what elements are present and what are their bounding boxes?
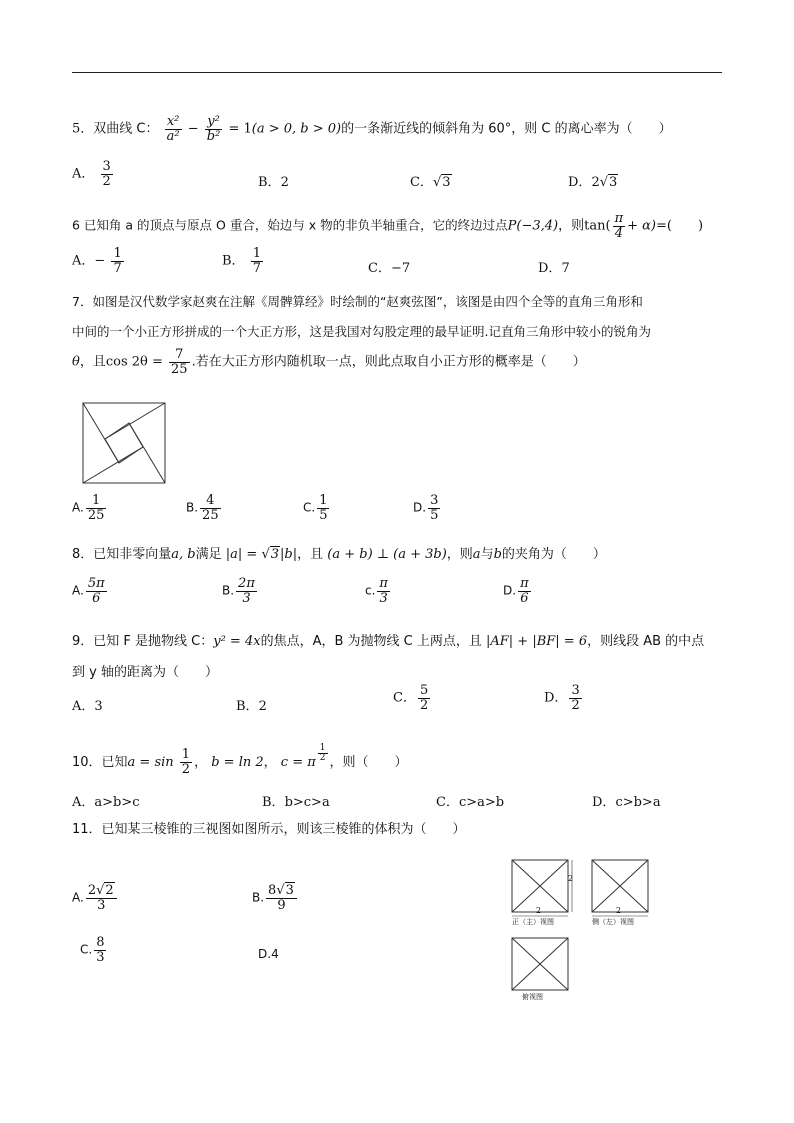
q10-stem: 10．已知a = sin $\frac{1}{2}$ ， b = ln 2， c = π $^{\frac{1}{2}}$ ，则（ ）	[72, 743, 408, 777]
q11-option-d[interactable]: D.4	[258, 947, 279, 961]
q6-option-c[interactable]: C．−7	[368, 261, 411, 276]
q7-option-b[interactable]: B. $\frac{4}{25}$	[186, 493, 219, 523]
q6-stem: 6 已知角 a 的顶点与原点 O 重合，始边与 x 物的非负半轴重合，它的终边过点P(−3,4)，则tan( $\frac{\pi}{4}$ + α)=( )	[72, 211, 704, 241]
dim-label-side-width: 2	[616, 906, 622, 915]
side-view-label: 侧（左）视图	[592, 918, 634, 926]
q8-option-c[interactable]: c. $\frac{\pi}{3}$	[365, 576, 388, 606]
q7-option-c[interactable]: C. $\frac{1}{5}$	[303, 493, 328, 523]
zhao-shuang-diagram	[82, 402, 166, 484]
q5-option-b[interactable]: B．2	[258, 175, 289, 190]
q7-line2: 中间的一个小正方形拼成的一个大正方形，这是我国对勾股定理的最早证明.记直角三角形中较小的锐角为	[72, 324, 651, 339]
q11-option-b[interactable]: B. $\frac{8√3}{9}$	[252, 884, 299, 912]
q10-option-c[interactable]: C．c>a>b	[436, 795, 505, 810]
q5-option-a[interactable]: A． $\frac{3}{2}$	[72, 159, 111, 189]
q7-option-a[interactable]: A. $\frac{1}{25}$	[72, 493, 105, 523]
dim-label-front-width: 2	[536, 906, 542, 915]
q11-stem: 11．已知某三棱锥的三视图如图所示，则该三棱锥的体积为（ ）	[72, 822, 466, 837]
q7-line3: θ，且cos 2θ = $\frac{7}{25}$ .若在大正方形内随机取一点，则此点取自小正方形的概率是（ ）	[72, 347, 586, 377]
header-rule	[72, 72, 722, 73]
q6-option-d[interactable]: D．7	[538, 261, 570, 276]
q10-option-b[interactable]: B．b>c>a	[262, 795, 330, 810]
q9-line2: 到 y 轴的距离为（ ）	[72, 665, 218, 680]
q9-option-c[interactable]: C． $\frac{5}{2}$	[393, 683, 429, 713]
q8-stem: 8．已知非零向量a, b满足 |a| = √3|b|，且 (a + b) ⊥ (a + 3b)，则a与b的夹角为（ ）	[72, 547, 606, 562]
q8-option-b[interactable]: B. $\frac{2\pi}{3}$	[222, 576, 255, 606]
q5-option-c[interactable]: C．√3	[410, 175, 451, 190]
q5-option-d[interactable]: D．2√3	[568, 175, 618, 190]
q10-option-d[interactable]: D．c>b>a	[592, 795, 661, 810]
front-view-label: 正（主）视图	[512, 918, 554, 926]
q11-option-a[interactable]: A. $\frac{2√2}{3}$	[72, 884, 119, 912]
three-view-drawing	[508, 856, 674, 1006]
q9-stem: 9．已知 F 是抛物线 C：y² = 4x的焦点，A，B 为抛物线 C 上两点，且 |AF| + |BF| = 6，则线段 AB 的中点	[72, 634, 705, 649]
q8-option-d[interactable]: D. $\frac{\pi}{6}$	[503, 576, 529, 606]
q7-line1: 7．如图是汉代数学家赵爽在注解《周髀算经》时绘制的“赵爽弦图”，该图是由四个全等的直角三角形和	[72, 294, 643, 309]
q6-option-a[interactable]: A．− $\frac{1}{7}$	[72, 246, 122, 276]
q8-option-a[interactable]: A. $\frac{5\pi}{6}$	[72, 576, 105, 606]
top-view-label: 俯视图	[522, 993, 543, 1001]
q11-option-c[interactable]: C. $\frac{8}{3}$	[80, 935, 105, 965]
q6-option-b[interactable]: B． $\frac{1}{7}$	[222, 246, 261, 276]
q10-option-a[interactable]: A．a>b>c	[72, 795, 140, 810]
dim-label-height: 2	[568, 874, 574, 883]
q9-option-b[interactable]: B．2	[236, 699, 267, 714]
q9-option-a[interactable]: A．3	[72, 699, 103, 714]
q9-option-d[interactable]: D． $\frac{3}{2}$	[544, 683, 580, 713]
q5-stem: 5．双曲线 C： $\frac{\text{x²}}{\text{a²}}$ − $\frac{\text{y²}}{\text{b²}}$ = 1(a > 0, b > 0)的一条渐近线的倾斜角为 60°，则 C 的离心率为（ ）	[72, 114, 672, 144]
q7-option-d[interactable]: D. $\frac{3}{5}$	[413, 493, 439, 523]
